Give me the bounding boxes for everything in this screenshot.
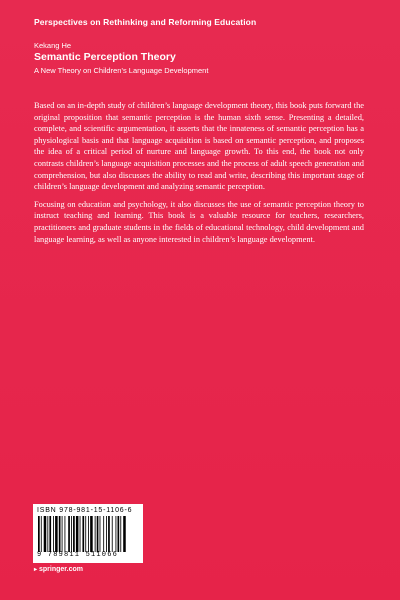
description-paragraph: Focusing on education and psychology, it also discusses the use of semantic perception theory to instruct teaching and learning. This book is a valuable resource for teachers, researchers, practitioners and graduate students in the fields of educational technology, child development and language learning, as well as anyone interested in children’s language development. (34, 199, 364, 244)
barcode-box (33, 504, 143, 563)
book-subtitle: A New Theory on Children’s Language Development (34, 66, 209, 75)
description-paragraph: Based on an in-depth study of children’s language development theory, this book puts forward the original proposition that semantic perception is the human sixth sense. Presenting a detailed, complete, and scientific argumentation, it asserts that the innateness of semantic perception has a physiological basis and that language acquisition is based on semantic perception, and proposes the idea of a critical period of nurture and language growth. To this end, the book not only contrasts children’s language acquisition processes and the process of adult speech generation and comprehension, but also discusses the ability to read and write, describing this important stage of children’s language development and analyzing semantic perception. (34, 101, 364, 192)
book-title: Semantic Perception Theory (34, 51, 176, 63)
website-label: springer.com (39, 566, 83, 573)
isbn-label: ISBN 978-981-15-1106-6 (37, 507, 133, 514)
author-name: Kekang He (34, 41, 72, 50)
series-title: Perspectives on Rethinking and Reforming Education (34, 17, 257, 27)
book-description (34, 100, 364, 251)
publisher-website[interactable] (34, 566, 83, 573)
arrow-icon: ▸ (34, 567, 38, 573)
barcode-icon (37, 516, 139, 552)
barcode-digits: 9 789811 511066 (37, 551, 119, 559)
